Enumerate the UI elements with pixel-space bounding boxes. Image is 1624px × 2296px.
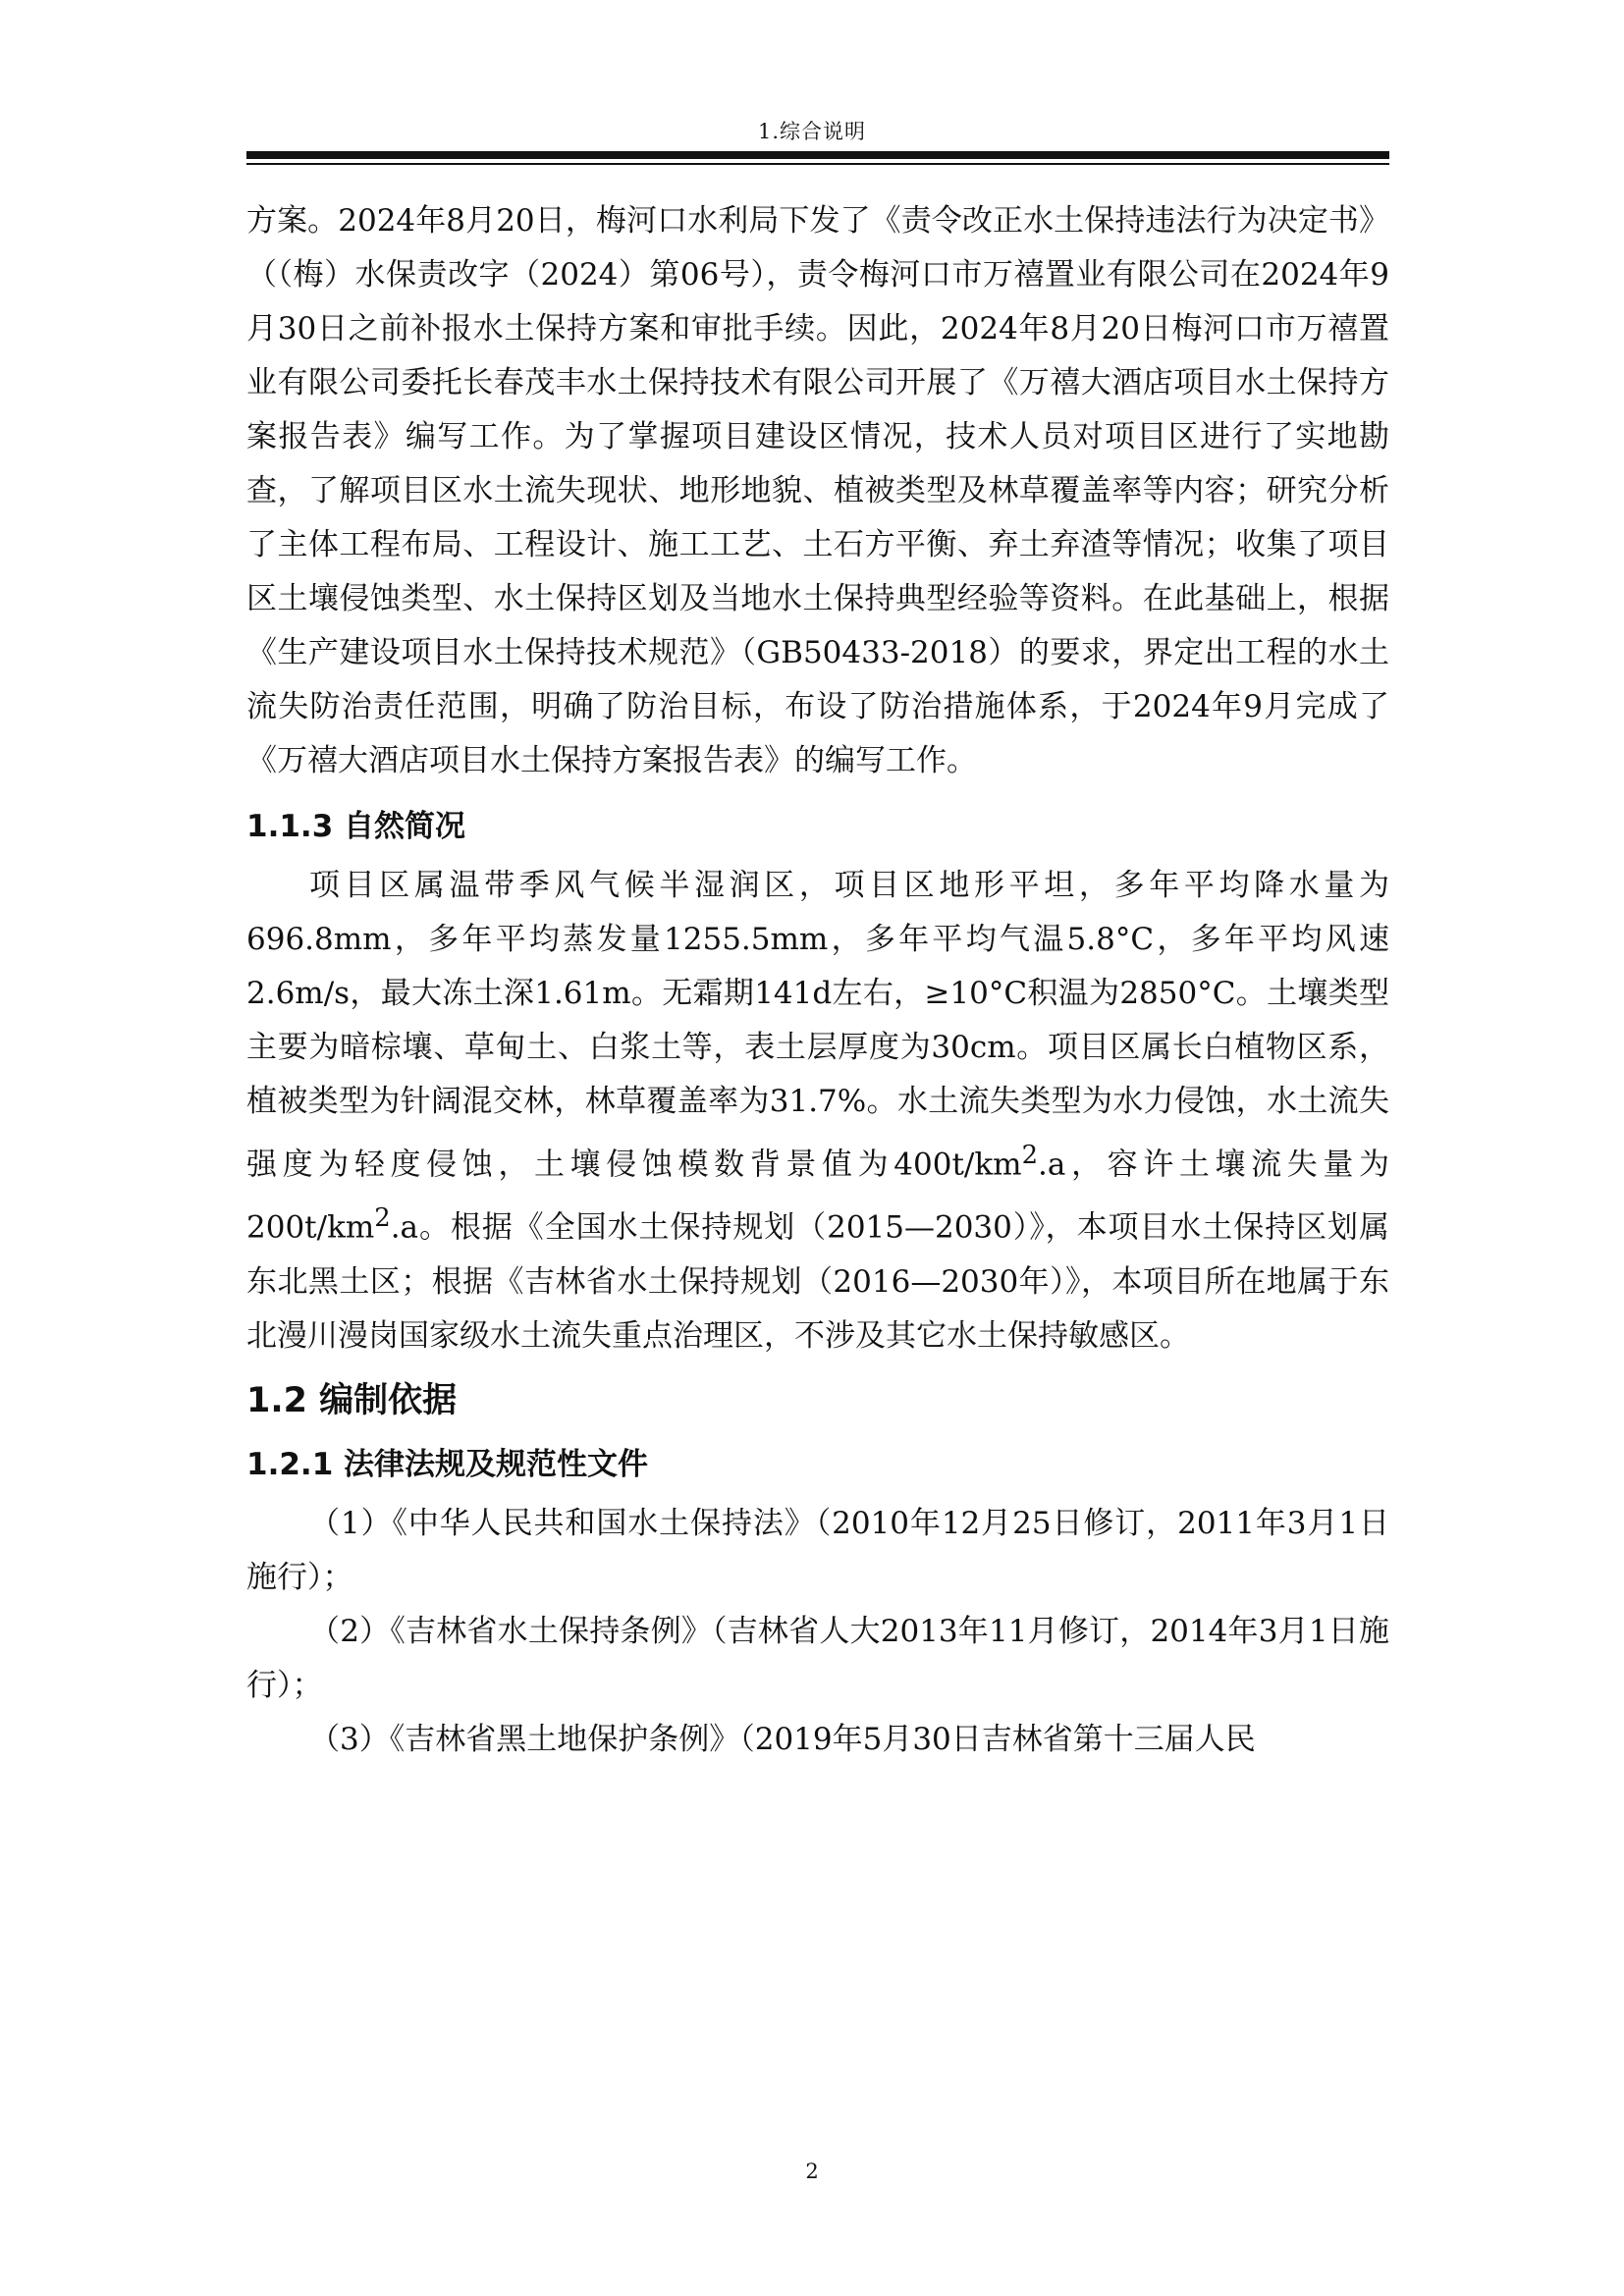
running-header: 1.综合说明 [757,120,867,143]
superscript-2: 2 [1021,1141,1038,1170]
header-rule-thick [246,151,1389,159]
heading-1-1-3: 1.1.3 自然简况 [246,809,466,844]
paragraph-natural-conditions-part-2: .a，容许土壤流失量为200t/km [246,1147,1389,1246]
paragraph-natural-conditions-part-3: .a。根据《全国水土保持规划（2015—2030）》，本项目水土保持区划属东北黑土区；根据《吉林省水土保持规划（2016—2030年）》，本项目所在地属于东北漫川漫岗国家级水土流失重点治理区，不涉及其它水土保持敏感区。 [246,1209,1389,1354]
page-number: 2 [805,2160,819,2183]
superscript-2: 2 [374,1203,391,1234]
paragraph-natural-conditions-part-1: 项目区属温带季风气候半湿润区，项目区地形平坦，多年平均降水量为696.8mm，多年平均蒸发量1255.5mm，多年平均气温5.8°C，多年平均风速2.6m/s，最大冻土深1.61m。无霜期141d左右，≥10°C积温为2850°C。土壤类型主要为暗棕壤、草甸土、白浆土等，表土层厚度为30cm。项目区属长白植物区系，植被类型为针阔混交林，林草覆盖率为31.7%。水土流失类型为水力侵蚀，水土流失强度为轻度侵蚀，土壤侵蚀模数背景值为400t/km [246,868,1389,1183]
paragraph-project-background: 方案。2024年8月20日，梅河口水利局下发了《责令改正水土保持违法行为决定书》（（梅）水保责改字（2024）第06号），责令梅河口市万禧置业有限公司在2024年9月30日之前补报水土保持方案和审批手续。因此，2024年8月20日梅河口市万禧置业有限公司委托长春茂丰水土保持技术有限公司开展了《万禧大酒店项目水土保持方案报告表》编写工作。为了掌握项目建设区情况，技术人员对项目区进行了实地勘查，了解项目区水土流失现状、地形地貌、植被类型及林草覆盖率等内容；研究分析了主体工程布局、工程设计、施工工艺、土石方平衡、弃土弃渣等情况；收集了项目区土壤侵蚀类型、水土保持区划及当地水土保持典型经验等资料。在此基础上，根据《生产建设项目水土保持技术规范》（GB50433-2018）的要求，界定出工程的水土流失防治责任范围，明确了防治目标，布设了防治措施体系，于2024年9月完成了《万禧大酒店项目水土保持方案报告表》的编写工作。 [246,203,1389,778]
law-item-1: （1）《中华人民共和国水土保持法》（2010年12月25日修订，2011年3月1日施行）； [246,1505,1389,1595]
heading-1-2: 1.2 编制依据 [246,1380,458,1420]
page-body [246,194,1389,1767]
law-item-2: （2）《吉林省水土保持条例》（吉林省人大2013年11月修订，2014年3月1日施行）； [246,1613,1389,1703]
law-item-3: （3）《吉林省黑土地保护条例》（2019年5月30日吉林省第十三届人民 [309,1721,1256,1757]
paragraph-natural-conditions [246,859,1389,1363]
heading-1-2-1: 1.2.1 法律法规及规范性文件 [246,1446,649,1482]
header-rule-thin [246,163,1389,165]
